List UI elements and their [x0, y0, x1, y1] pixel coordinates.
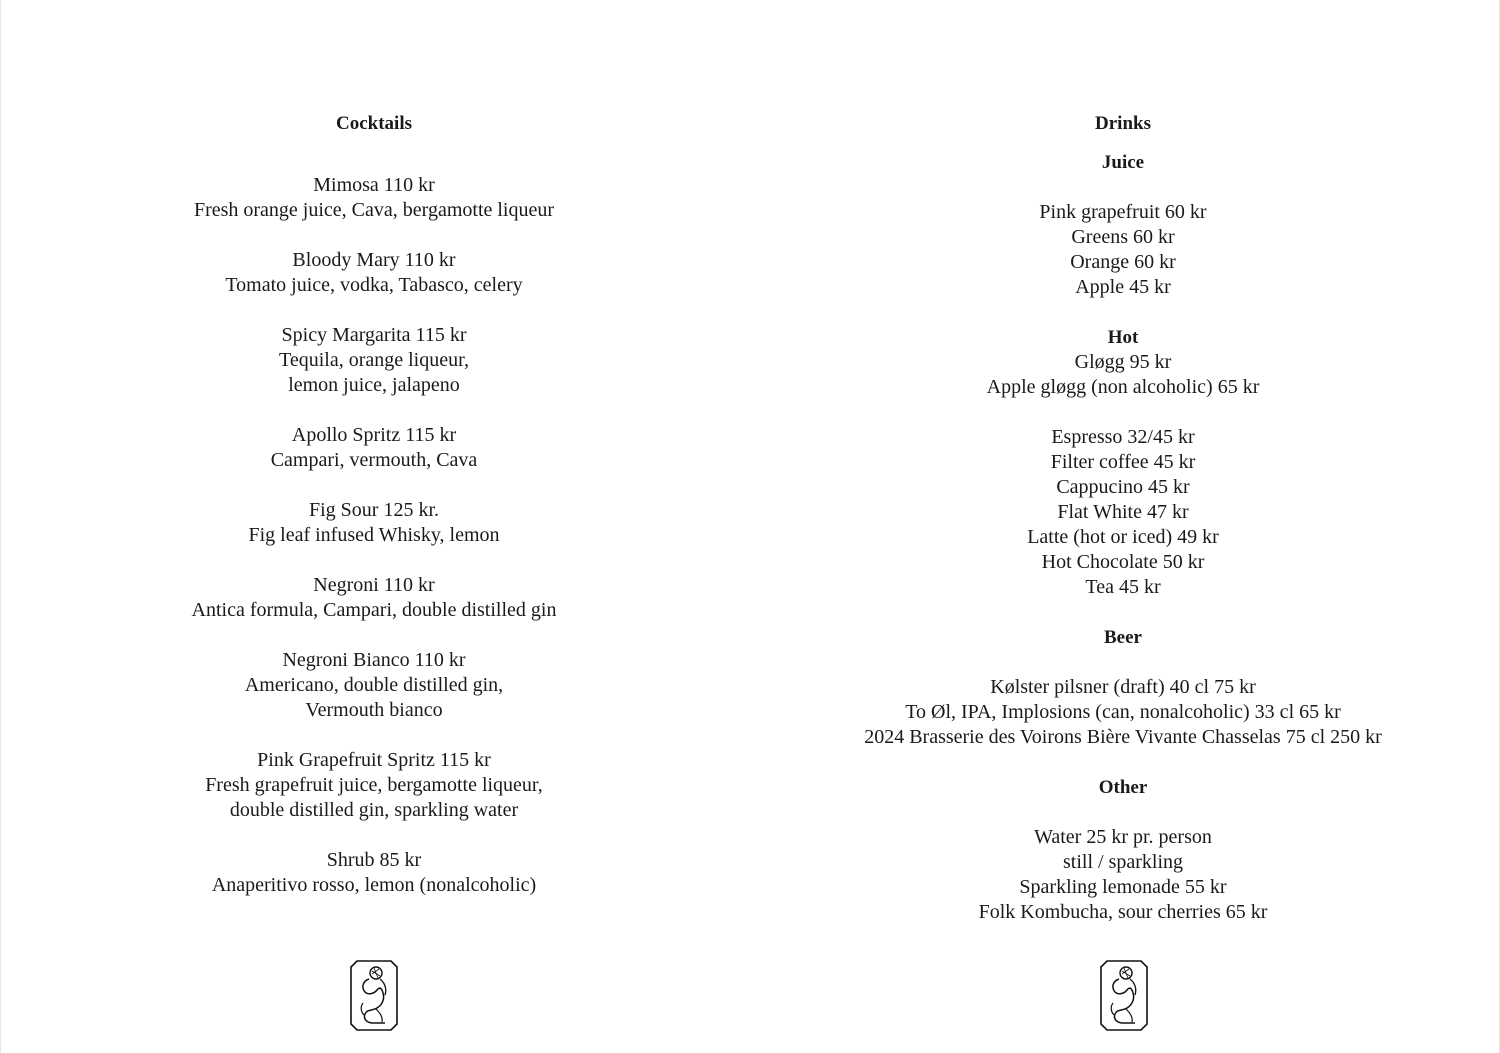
- cocktail-line: Fresh grapefruit juice, bergamotte liqueur,: [205, 774, 543, 796]
- drinks-title: Drinks: [1095, 113, 1151, 134]
- hot-drink-item: Gløgg 95 kr: [1074, 351, 1172, 373]
- cocktail-line: Apollo Spritz 115 kr: [291, 424, 457, 446]
- beer-heading: Beer: [1104, 627, 1142, 648]
- cocktail-line: Negroni 110 kr: [313, 574, 435, 596]
- cocktail-item: [1, 748, 747, 823]
- hot-drink-item: Flat White 47 kr: [1057, 501, 1189, 523]
- hot-list-coffee: [750, 425, 1496, 600]
- beer-item: To Øl, IPA, Implosions (can, nonalcoholic) 33 cl 65 kr: [905, 701, 1341, 723]
- juice-item: Apple 45 kr: [1075, 276, 1171, 298]
- cocktail-line: Tomato juice, vodka, Tabasco, celery: [225, 274, 523, 296]
- cocktail-item: [1, 248, 747, 298]
- cocktails-title: Cocktails: [336, 113, 412, 134]
- hot-drink-item: Latte (hot or iced) 49 kr: [1027, 526, 1219, 548]
- other-list: [750, 825, 1496, 925]
- cocktail-line: double distilled gin, sparkling water: [229, 799, 519, 821]
- other-drink-item: Sparkling lemonade 55 kr: [1019, 876, 1227, 898]
- seated-figure-emblem-icon: [1099, 959, 1149, 1032]
- other-drink-item: Water 25 kr pr. person: [1034, 826, 1212, 848]
- cocktail-line: Vermouth bianco: [305, 699, 443, 721]
- hot-heading: Hot: [1107, 327, 1139, 348]
- other-drink-item: still / sparkling: [1063, 851, 1183, 873]
- cocktail-item: [1, 848, 747, 898]
- beer-list: [750, 675, 1496, 750]
- cocktail-line: Anaperitivo rosso, lemon (nonalcoholic): [211, 874, 537, 896]
- drinks-column: [750, 100, 1496, 925]
- other-drink-item: Folk Kombucha, sour cherries 65 kr: [978, 901, 1268, 923]
- cocktail-item: [1, 648, 747, 723]
- cocktail-line: Pink Grapefruit Spritz 115 kr: [257, 749, 491, 771]
- drinks-page: [750, 0, 1500, 1053]
- cocktail-line: Fig Sour 125 kr.: [308, 499, 440, 521]
- cocktail-line: Americano, double distilled gin,: [244, 674, 504, 696]
- hot-drink-item: Filter coffee 45 kr: [1050, 451, 1196, 473]
- cocktail-line: Shrub 85 kr: [326, 849, 422, 871]
- cocktail-item: [1, 423, 747, 473]
- cocktail-item: [1, 323, 747, 398]
- cocktail-line: Campari, vermouth, Cava: [270, 449, 478, 471]
- cocktail-item: [1, 573, 747, 623]
- cocktail-item: [1, 498, 747, 548]
- cocktail-item: [1, 173, 747, 223]
- cocktail-line: Negroni Bianco 110 kr: [282, 649, 466, 671]
- cocktail-line: Bloody Mary 110 kr: [292, 249, 456, 271]
- cocktail-line: Tequila, orange liqueur,: [279, 349, 469, 371]
- cocktail-line: Antica formula, Campari, double distilled gin: [191, 599, 557, 621]
- hot-list-mulled: [750, 350, 1496, 400]
- hot-drink-item: Hot Chocolate 50 kr: [1041, 551, 1205, 573]
- cocktail-line: Spicy Margarita 115 kr: [281, 324, 467, 346]
- juice-item: Orange 60 kr: [1070, 251, 1176, 273]
- hot-drink-item: Espresso 32/45 kr: [1051, 426, 1195, 448]
- beer-item: Kølster pilsner (draft) 40 cl 75 kr: [990, 676, 1256, 698]
- other-heading: Other: [1098, 777, 1148, 798]
- seated-figure-emblem-icon: [349, 959, 399, 1032]
- cocktails-column: [1, 100, 747, 923]
- juice-list: [750, 200, 1496, 300]
- hot-drink-item: Cappucino 45 kr: [1056, 476, 1190, 498]
- cocktail-line: Fresh orange juice, Cava, bergamotte liqueur: [193, 199, 555, 221]
- juice-item: Greens 60 kr: [1071, 226, 1175, 248]
- hot-drink-item: Apple gløgg (non alcoholic) 65 kr: [986, 376, 1260, 398]
- cocktail-line: Mimosa 110 kr: [313, 174, 435, 196]
- juice-heading: Juice: [1101, 152, 1145, 173]
- cocktail-line: lemon juice, jalapeno: [288, 374, 460, 396]
- cocktail-line: Fig leaf infused Whisky, lemon: [248, 524, 500, 546]
- juice-item: Pink grapefruit 60 kr: [1039, 201, 1207, 223]
- cocktail-list: [1, 173, 747, 898]
- beer-item: 2024 Brasserie des Voirons Bière Vivante Chasselas 75 cl 250 kr: [864, 726, 1382, 748]
- hot-drink-item: Tea 45 kr: [1085, 576, 1161, 598]
